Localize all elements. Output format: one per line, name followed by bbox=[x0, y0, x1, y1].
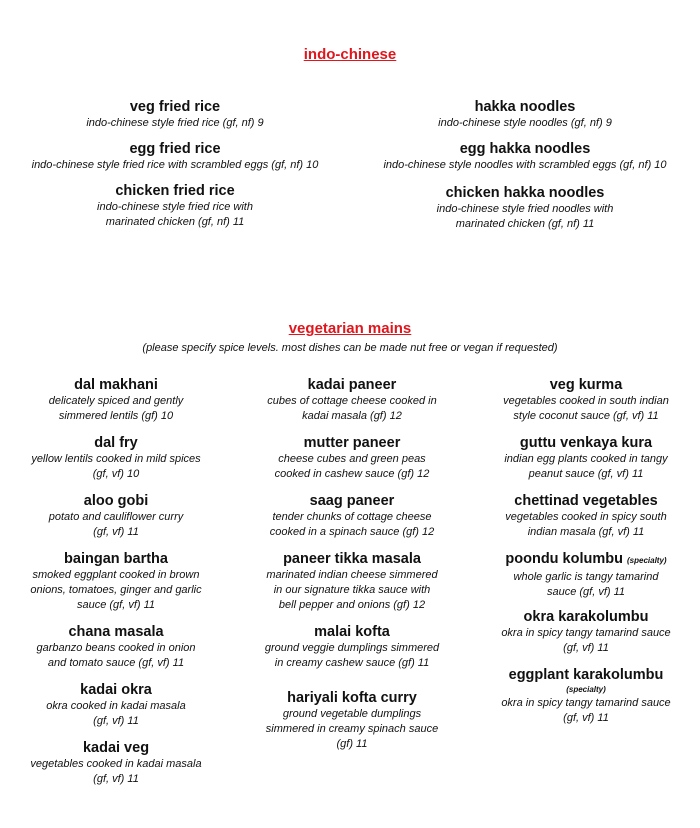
menu-item bbox=[246, 434, 458, 482]
item-name: egg hakka noodles bbox=[459, 141, 591, 157]
menu-item bbox=[246, 376, 458, 424]
menu-item bbox=[486, 608, 686, 656]
item-description: okra in spicy tangy tamarind sauce bbox=[501, 697, 671, 709]
item-description: indo-chinese style noodles with scrambled eggs (gf, nf) 10 bbox=[383, 159, 667, 171]
item-description: onions, tomatoes, ginger and garlic bbox=[30, 584, 202, 596]
menu-item bbox=[350, 140, 700, 173]
item-name: aloo gobi bbox=[83, 493, 149, 509]
item-description: cubes of cottage cheese cooked in bbox=[267, 395, 437, 407]
item-description: indo-chinese style noodles (gf, nf) 9 bbox=[438, 117, 612, 129]
item-name: saag paneer bbox=[309, 493, 395, 509]
menu-item bbox=[12, 492, 220, 540]
item-description: (gf, vf) 11 bbox=[93, 715, 139, 727]
menu-item bbox=[12, 550, 220, 613]
item-name: dal fry bbox=[94, 435, 138, 451]
item-description: marinated chicken (gf, nf) 11 bbox=[105, 216, 245, 228]
menu-item bbox=[0, 182, 350, 230]
item-description: in our signature tikka sauce with bbox=[273, 584, 431, 596]
item-description: indian egg plants cooked in tangy bbox=[504, 453, 668, 465]
item-description: and tomato sauce (gf, vf) 11 bbox=[47, 657, 185, 669]
item-name: paneer tikka masala bbox=[283, 551, 421, 567]
veg-mains-column-1 bbox=[12, 376, 220, 816]
item-name bbox=[486, 550, 686, 570]
specialty-tag: (specialty) bbox=[627, 556, 667, 565]
item-description: marinated indian cheese simmered bbox=[266, 569, 438, 581]
item-description: (gf) 11 bbox=[336, 738, 368, 750]
item-description: okra in spicy tangy tamarind sauce bbox=[501, 627, 671, 639]
menu-item bbox=[0, 98, 350, 131]
menu-item bbox=[486, 376, 686, 424]
item-description: delicately spiced and gently bbox=[48, 395, 184, 407]
indo-chinese-left-column bbox=[0, 98, 350, 248]
item-description: peanut sauce (gf, vf) 11 bbox=[528, 468, 644, 480]
item-description: indo-chinese style fried rice with scrambled eggs (gf, nf) 10 bbox=[31, 159, 319, 171]
menu-item bbox=[350, 98, 700, 131]
menu-item bbox=[486, 434, 686, 482]
menu-item bbox=[486, 550, 686, 600]
item-description: ground vegetable dumplings bbox=[282, 708, 422, 720]
item-name: eggplant karakolumbu bbox=[508, 667, 664, 683]
menu-item bbox=[246, 492, 458, 540]
menu-item bbox=[12, 739, 220, 787]
specialty-tag: (specialty) bbox=[566, 685, 606, 694]
item-description: kadai masala (gf) 12 bbox=[302, 410, 402, 422]
menu-item bbox=[246, 689, 458, 752]
menu-item bbox=[486, 492, 686, 540]
item-description: (gf, vf) 10 bbox=[92, 468, 140, 480]
item-description: potato and cauliflower curry bbox=[48, 511, 184, 523]
menu-item bbox=[246, 623, 458, 671]
veg-mains-column-2 bbox=[246, 376, 458, 816]
item-name: veg fried rice bbox=[129, 99, 221, 115]
menu-item bbox=[0, 140, 350, 173]
menu-item bbox=[12, 623, 220, 671]
veg-mains-column-3 bbox=[486, 376, 686, 816]
item-name: egg fried rice bbox=[129, 141, 221, 157]
item-description: in creamy cashew sauce (gf) 11 bbox=[274, 657, 430, 669]
menu-item bbox=[486, 666, 686, 726]
item-description: cooked in cashew sauce (gf) 12 bbox=[274, 468, 430, 480]
item-name: kadai okra bbox=[80, 682, 152, 698]
item-description: smoked eggplant cooked in brown bbox=[32, 569, 200, 581]
item-description: indo-chinese style fried noodles with bbox=[436, 203, 614, 215]
item-name-text: poondu kolumbu bbox=[505, 551, 623, 567]
item-name: baingan bartha bbox=[64, 551, 168, 567]
item-name: kadai veg bbox=[82, 740, 150, 756]
section-note: (please specify spice levels. most dishes can be made nut free or vegan if requested) bbox=[142, 342, 558, 354]
item-description: marinated chicken (gf, nf) 11 bbox=[455, 218, 595, 230]
menu-item bbox=[12, 376, 220, 424]
item-description: simmered in creamy spinach sauce bbox=[265, 723, 439, 735]
item-name: chicken hakka noodles bbox=[445, 185, 605, 201]
item-description: (gf, vf) 11 bbox=[563, 642, 609, 654]
menu-item bbox=[12, 434, 220, 482]
item-description: vegetables cooked in kadai masala bbox=[30, 758, 202, 770]
item-description: okra cooked in kadai masala bbox=[46, 700, 186, 712]
item-description: whole garlic is tangy tamarind bbox=[513, 571, 659, 583]
section-title-vegetarian-mains: vegetarian mains bbox=[288, 320, 412, 337]
item-description: indian masala (gf, vf) 11 bbox=[527, 526, 645, 538]
item-description: bell pepper and onions (gf) 12 bbox=[278, 599, 426, 611]
item-description: garbanzo beans cooked in onion bbox=[36, 642, 196, 654]
item-name: hariyali kofta curry bbox=[287, 690, 417, 706]
item-description: style coconut sauce (gf, vf) 11 bbox=[513, 410, 659, 422]
item-name: hakka noodles bbox=[474, 99, 576, 115]
item-description: indo-chinese style fried rice (gf, nf) 9 bbox=[86, 117, 264, 129]
item-name: chana masala bbox=[68, 624, 164, 640]
menu-item bbox=[246, 550, 458, 613]
item-name: chettinad vegetables bbox=[514, 493, 658, 509]
item-description: simmered lentils (gf) 10 bbox=[58, 410, 174, 422]
menu-item bbox=[12, 681, 220, 729]
menu-item bbox=[350, 184, 700, 232]
item-description: vegetables cooked in spicy south bbox=[505, 511, 667, 523]
item-name: chicken fried rice bbox=[115, 183, 235, 199]
item-description: yellow lentils cooked in mild spices bbox=[31, 453, 201, 465]
item-name: veg kurma bbox=[549, 377, 623, 393]
item-description: cooked in a spinach sauce (gf) 12 bbox=[269, 526, 435, 538]
item-description: (gf, vf) 11 bbox=[93, 526, 139, 538]
item-name: mutter paneer bbox=[303, 435, 401, 451]
item-description: (gf, vf) 11 bbox=[563, 712, 609, 724]
section-title-indo-chinese: indo-chinese bbox=[303, 46, 397, 63]
item-name: okra karakolumbu bbox=[523, 609, 649, 625]
item-name: guttu venkaya kura bbox=[519, 435, 653, 451]
item-description: vegetables cooked in south indian bbox=[503, 395, 669, 407]
indo-chinese-right-column bbox=[350, 98, 700, 248]
item-description: tender chunks of cottage cheese bbox=[272, 511, 432, 523]
item-name: kadai paneer bbox=[307, 377, 397, 393]
item-description: (gf, vf) 11 bbox=[93, 773, 139, 785]
item-description: sauce (gf, vf) 11 bbox=[546, 586, 626, 598]
item-description: ground veggie dumplings simmered bbox=[264, 642, 440, 654]
item-description: indo-chinese style fried rice with bbox=[97, 201, 253, 213]
item-description: sauce (gf, vf) 11 bbox=[76, 599, 156, 611]
item-name: malai kofta bbox=[314, 624, 390, 640]
item-description: cheese cubes and green peas bbox=[278, 453, 426, 465]
item-name: dal makhani bbox=[74, 377, 158, 393]
